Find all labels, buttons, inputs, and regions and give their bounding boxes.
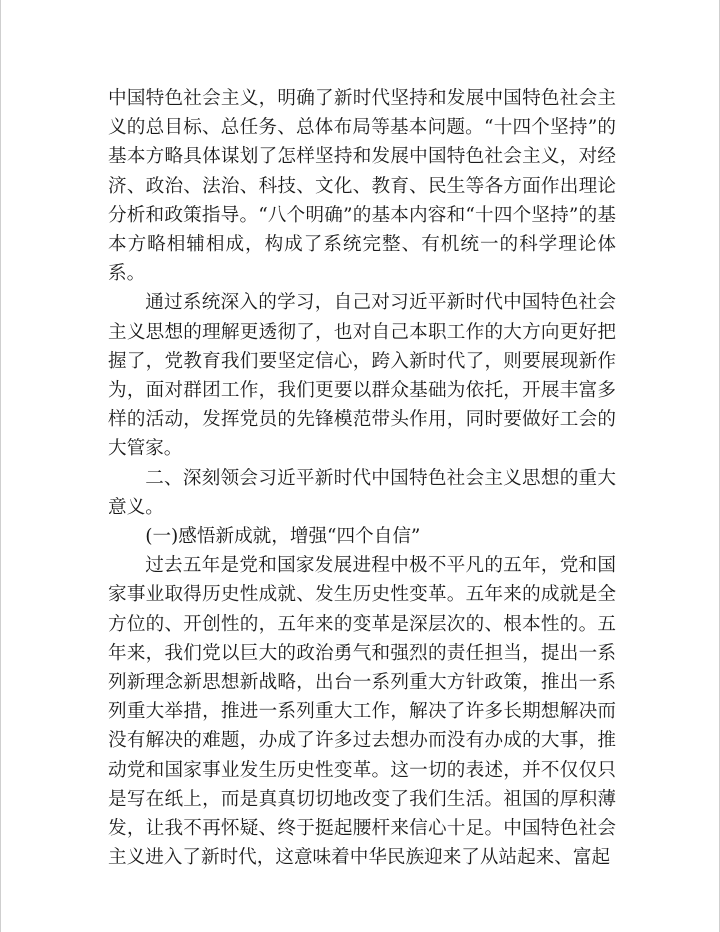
paragraph-five-years: 过去五年是党和国家发展进程中极不平凡的五年，党和国家事业取得历史性成就、发生历史性变革。五年来的成就是全方位的、开创性的，五年来的变革是深层次的、根本性的。五年来，我们党以巨大的政治勇气和强烈的责任担当，提出一系列新理念新思想新战略，出台一系列重大方针政策，推出一系列重大举措，推进一系列重大工作，解决了许多长期想解决而没有解决的难题，办成了许多过去想办而没有办成的大事，推动党和国家事业发生历史性变革。这一切的表述，并不仅仅只是写在纸上，而是真真切切地改变了我们生活。祖国的厚积薄发，让我不再怀疑、终于挺起腰杆来信心十足。中国特色社会主义进入了新时代，这意味着中华民族迎来了从站起来、富起 (108, 555, 616, 869)
page-left-edge (0, 0, 1, 932)
subsection-heading: (一)感悟新成就，增强“四个自信” (145, 526, 421, 548)
document-body (108, 84, 616, 872)
paragraph-continued: 中国特色社会主义，明确了新时代坚持和发展中国特色社会主义的总目标、总任务、总体布局等基本问题。“十四个坚持”的基本方略具体谋划了怎样坚持和发展中国特色社会主义，对经济、政治、法治、科技、文化、教育、民生等各方面作出理论分析和政策指导。“八个明确”的基本内容和“十四个坚持”的基本方略相辅相成，构成了系统完整、有机统一的科学理论体系。 (108, 88, 616, 285)
paragraph-study-reflection: 通过系统深入的学习，自己对习近平新时代中国特色社会主义思想的理解更透彻了，也对自己本职工作的大方向更好把握了，党教育我们要坚定信心，跨入新时代了，则要展现新作为，面对群团工作，我们更要以群众基础为依托，开展丰富多样的活动，发挥党员的先锋模范带头作用，同时要做好工会的大管家。 (108, 292, 616, 460)
section-heading: 二、深刻领会习近平新时代中国特色社会主义思想的重大意义。 (108, 467, 616, 518)
